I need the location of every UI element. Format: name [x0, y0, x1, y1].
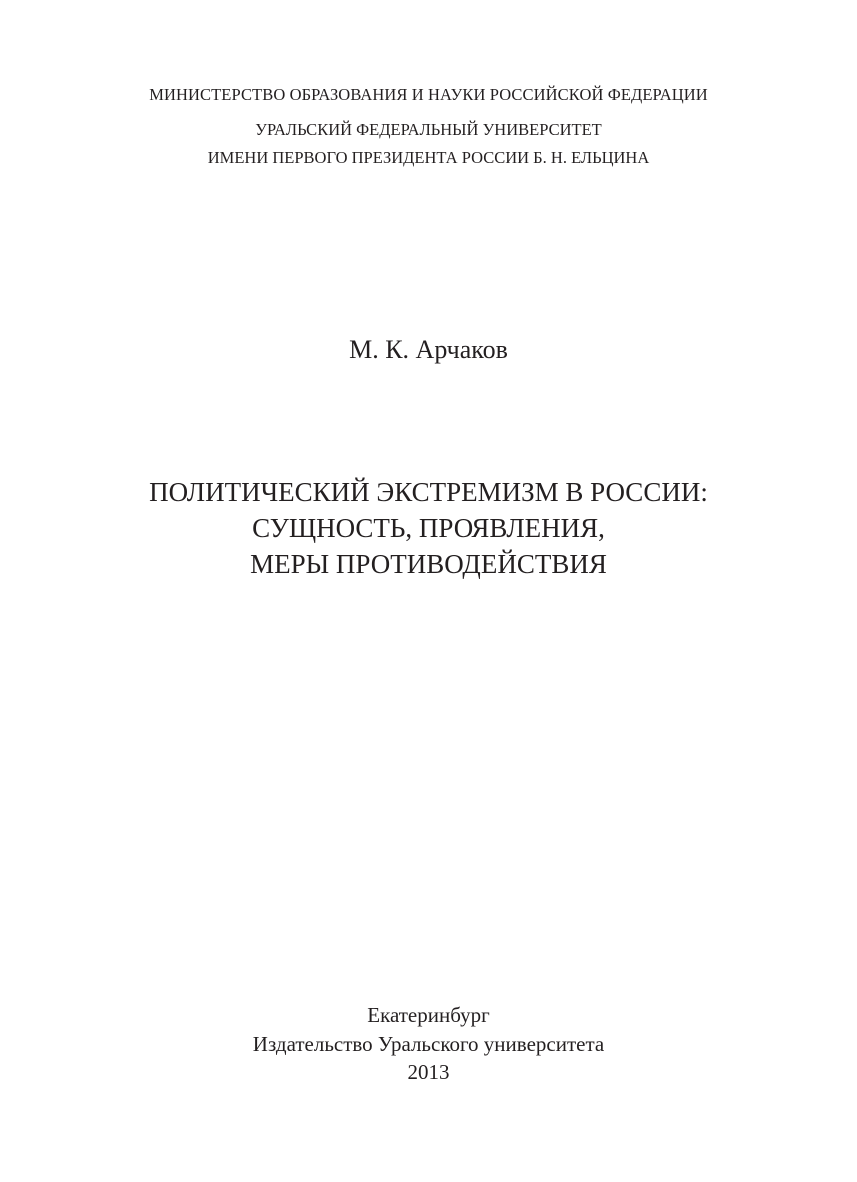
imprint-city: Екатеринбург	[367, 1003, 490, 1027]
university-name-line-2: ИМЕНИ ПЕРВОГО ПРЕЗИДЕНТА РОССИИ Б. Н. ЕЛЬЦИНА	[207, 148, 650, 167]
author-name: М. К. Арчаков	[349, 335, 508, 364]
ministry-heading: МИНИСТЕРСТВО ОБРАЗОВАНИЯ И НАУКИ РОССИЙСКОЙ ФЕДЕРАЦИИ	[149, 85, 708, 104]
book-title-line-2: СУЩНОСТЬ, ПРОЯВЛЕНИЯ,	[252, 513, 605, 543]
book-title-line-3: МЕРЫ ПРОТИВОДЕЙСТВИЯ	[250, 549, 607, 579]
university-name-line-1: УРАЛЬСКИЙ ФЕДЕРАЛЬНЫЙ УНИВЕРСИТЕТ	[255, 120, 602, 139]
imprint-year: 2013	[407, 1060, 450, 1084]
imprint-publisher: Издательство Уральского университета	[252, 1032, 605, 1056]
book-title-line-1: ПОЛИТИЧЕСКИЙ ЭКСТРЕМИЗМ В РОССИИ:	[149, 477, 708, 507]
